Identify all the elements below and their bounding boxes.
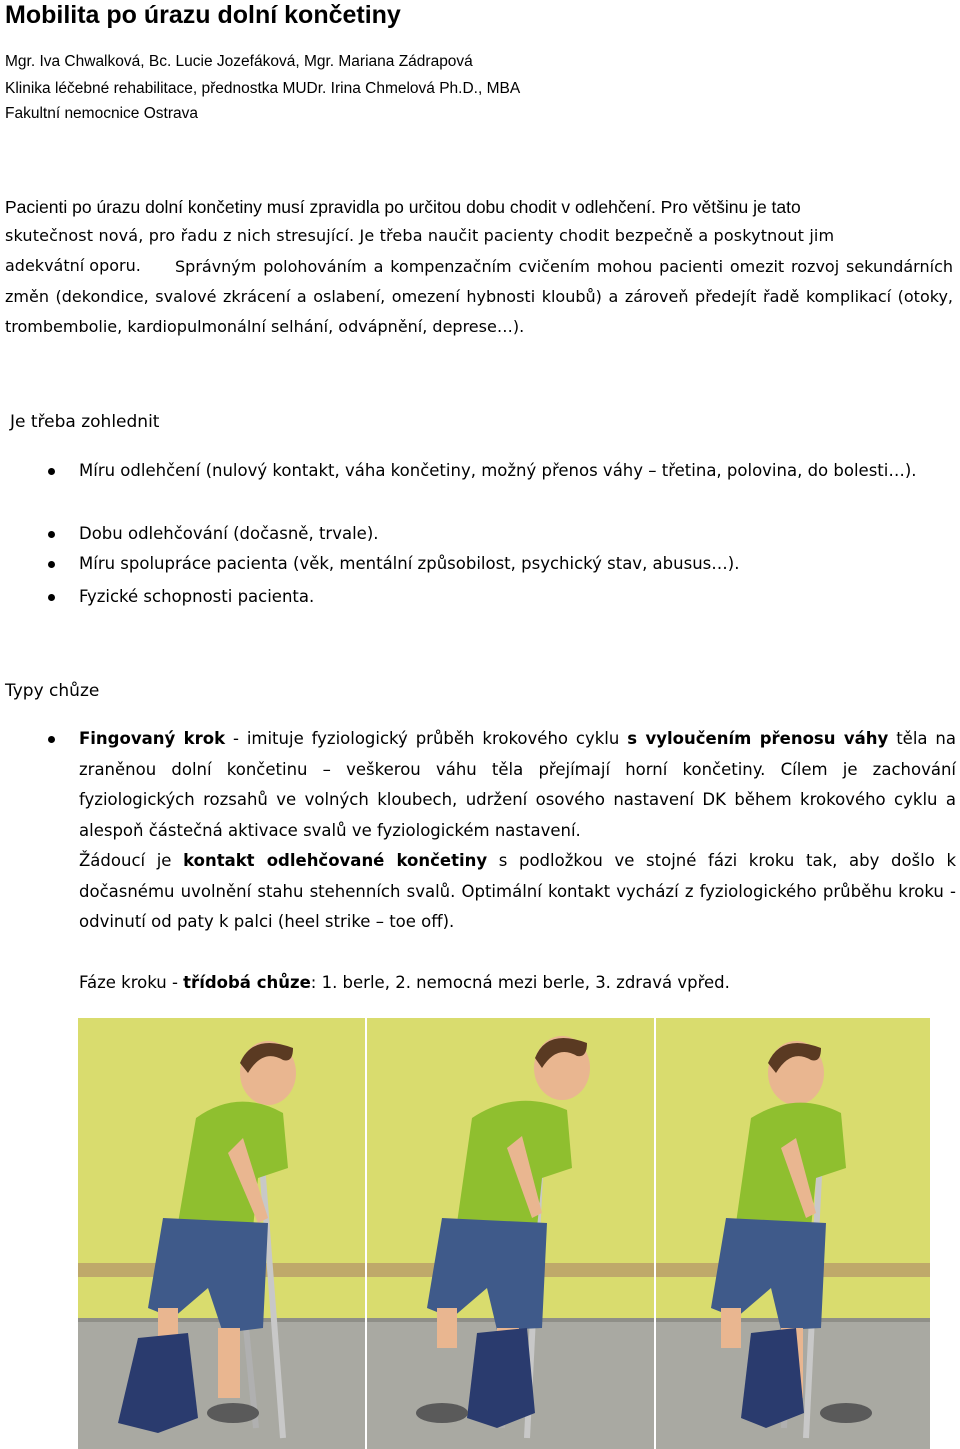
bullet-icon — [48, 561, 55, 568]
photo-step-2 — [367, 1018, 654, 1449]
bullet-icon — [48, 531, 55, 538]
intro-line-3: adekvátní oporu. — [5, 256, 141, 275]
list-item: Fyzické schopnosti pacienta. — [79, 582, 956, 612]
phase-line: Fáze kroku - třídobá chůze: 1. berle, 2. nemocná mezi berle, 3. zdravá vpřed. — [79, 973, 730, 992]
list-item: Míru odlehčení (nulový kontakt, váha končetiny, možný přenos váhy – třetina, polovina, do bolesti…). — [79, 456, 956, 486]
intro-line-2: skutečnost nová, pro řadu z nich stresující. Je třeba naučit pacienty chodit bezpečně a poskytnout jim — [5, 226, 835, 245]
authors-line: Mgr. Iva Chwalková, Bc. Lucie Jozefáková, Mgr. Mariana Zádrapová — [5, 53, 473, 70]
boy-on-crutches-photo-2 — [367, 1018, 654, 1449]
clinic-line: Klinika léčebné rehabilitace, přednostka MUDr. Irina Chmelová Ph.D., MBA — [5, 80, 521, 97]
bullet-icon — [48, 594, 55, 601]
boy-on-crutches-photo-1 — [78, 1018, 365, 1449]
boy-on-crutches-photo-3 — [656, 1018, 930, 1449]
gait-item-fingovany: Fingovaný krok - imituje fyziologický průběh krokového cyklu s vyloučením přenosu váhy těla na zraněnou dolní končetinu – veškerou váhu těla přejímají horní končetiny. Cílem je zachování fyziologických rozsahů ve volných kloubech, udržení osového nastavení DK během krokového cyklu a alespoň částečná aktivace svalů ve fyziologickém nastavení. Žádoucí je kontakt odlehčované končetiny s podložkou ve stojné fázi kroku tak, aby došlo k dočasnému uvolnění stahu stehenních svalů. Optimální kontakt vychází z fyziologického průběhu kroku - odvinutí od paty k palci (heel strike – toe off). — [79, 724, 956, 938]
bullet-icon — [48, 736, 55, 743]
photo-step-3 — [656, 1018, 930, 1449]
hospital-line: Fakultní nemocnice Ostrava — [5, 105, 198, 122]
bullet-icon — [48, 468, 55, 475]
list-item: Míru spolupráce pacienta (věk, mentální způsobilost, psychický stav, abusus…). — [79, 549, 956, 579]
list-item: Dobu odlehčování (dočasně, trvale). — [79, 519, 956, 549]
considerations-heading: Je třeba zohlednit — [10, 412, 160, 432]
photo-step-1 — [78, 1018, 365, 1449]
intro-paragraph: Správným polohováním a kompenzačním cvičením mohou pacienti omezit rozvoj sekundárních změn (dekondice, svalové zkrácení a oslabení, omezení hybnosti kloubů) a zároveň předejít řadě komplikací (otoky, trombembolie, kardiopulmonální selhání, odvápnění, deprese…). — [5, 257, 953, 336]
intro-line-1: Pacienti po úrazu dolní končetiny musí zpravidla po určitou dobu chodit v odlehčení. Pro většinu je tato — [5, 197, 801, 217]
page-title: Mobilita po úrazu dolní končetiny — [5, 1, 401, 29]
gait-types-heading: Typy chůze — [5, 681, 100, 701]
term-fingovany-krok: Fingovaný krok — [79, 729, 226, 748]
